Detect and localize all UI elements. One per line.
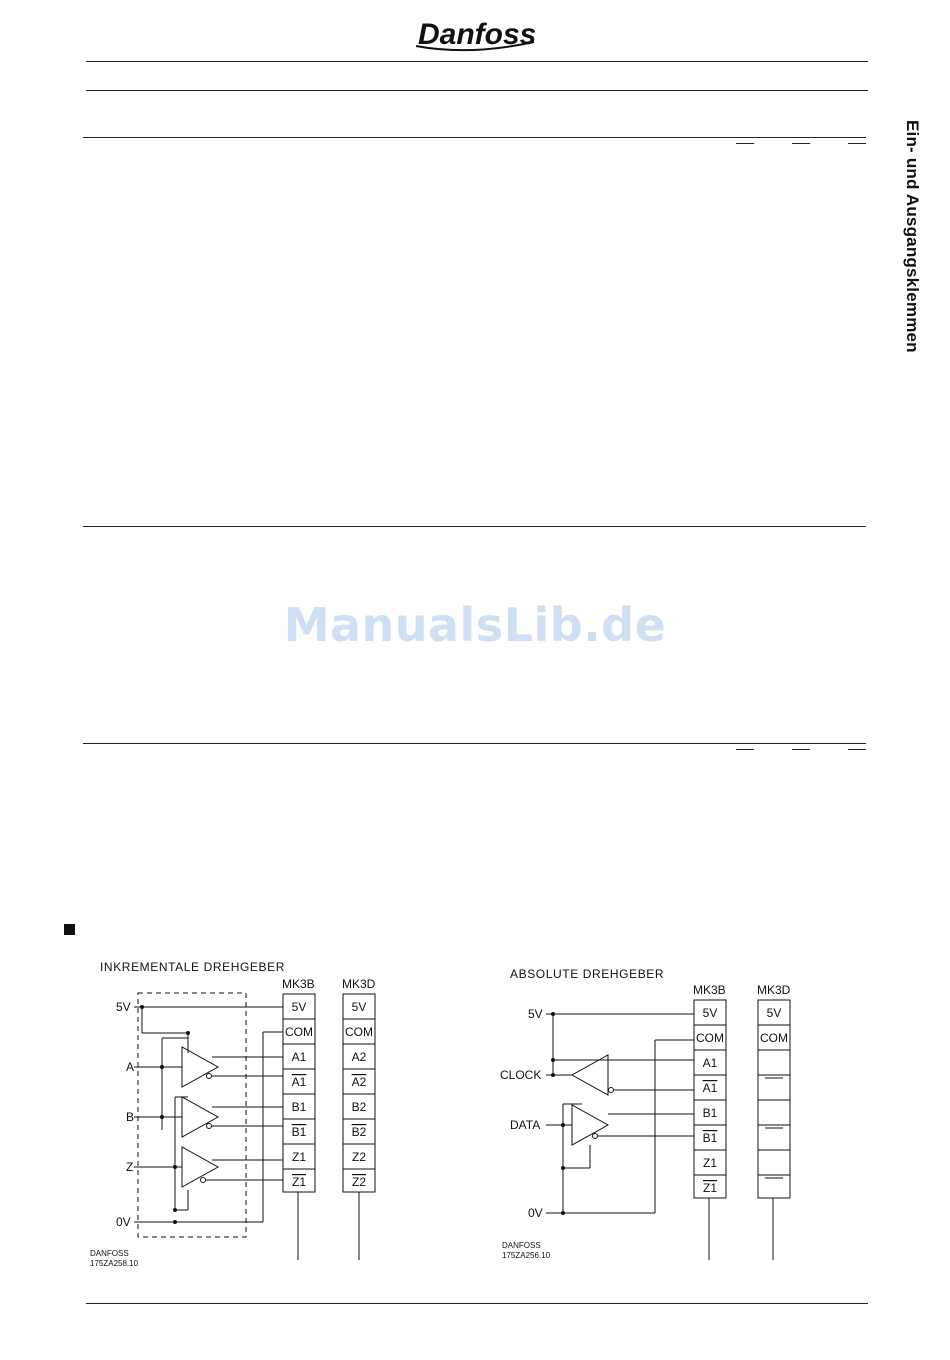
- mk3d-terminal: 5V: [351, 1000, 367, 1014]
- incremental-title: INKREMENTALE DREHGEBER: [100, 960, 286, 974]
- mk3d-terminal: COM: [345, 1025, 373, 1039]
- section-side-title: Ein- und Ausgangsklemmen: [903, 120, 922, 353]
- mk3b-terminal: 5V: [291, 1000, 307, 1014]
- mk3b-terminal: Z1: [291, 1150, 307, 1164]
- abs-mk3d-terminal: COM: [760, 1031, 788, 1045]
- incremental-ref-line2: 175ZA258.10: [90, 1259, 139, 1268]
- absolute-ref-line2: 175ZA256.10: [502, 1251, 551, 1260]
- abs-input-label-data: DATA: [510, 1118, 541, 1132]
- absolute-mk3b-header: MK3B: [693, 983, 726, 997]
- mk3b-terminal: Z1: [291, 1175, 307, 1189]
- mk3d-terminal: B2: [351, 1100, 367, 1114]
- abs-mk3b-terminal: Z1: [702, 1181, 718, 1195]
- absolute-title: ABSOLUTE DREHGEBER: [510, 967, 665, 981]
- abs-input-label-0v: 0V: [528, 1206, 543, 1220]
- abs-input-label-5v: 5V: [528, 1007, 543, 1021]
- watermark: ManualsLib.de: [283, 598, 667, 652]
- mk3d-terminal: Z2: [351, 1150, 367, 1164]
- abs-mk3d-terminal-block: [758, 1000, 790, 1198]
- incremental-mk3b-header: MK3B: [282, 977, 315, 991]
- absolute-ref-line1: DANFOSS: [502, 1241, 541, 1250]
- buffer-z: [182, 1147, 218, 1187]
- mk3b-terminal: COM: [285, 1025, 313, 1039]
- mk3d-terminal: A2: [351, 1075, 367, 1089]
- abs-mk3b-terminal: A1: [702, 1081, 718, 1095]
- buffer-a: [182, 1047, 218, 1087]
- encoder-boundary: [138, 993, 246, 1237]
- abs-input-label-clock: CLOCK: [500, 1068, 542, 1082]
- mk3b-terminal: B1: [291, 1125, 307, 1139]
- abs-mk3b-terminal: B1: [702, 1106, 718, 1120]
- input-label-5v: 5V: [116, 1000, 131, 1014]
- clock-buffer: [572, 1055, 608, 1095]
- mk3b-terminal: A1: [291, 1050, 307, 1064]
- abs-mk3b-terminal: Z1: [702, 1156, 718, 1170]
- abs-mk3b-terminal: 5V: [702, 1006, 718, 1020]
- input-label-a: A: [126, 1060, 135, 1074]
- input-label-0v: 0V: [116, 1215, 131, 1229]
- input-label-b: B: [126, 1110, 135, 1124]
- mk3d-terminal: A2: [351, 1050, 367, 1064]
- abs-mk3b-terminal: COM: [696, 1031, 724, 1045]
- mk3d-terminal: Z2: [351, 1175, 367, 1189]
- mk3d-terminal: B2: [351, 1125, 367, 1139]
- abs-mk3b-terminal: A1: [702, 1056, 718, 1070]
- abs-mk3d-terminal: 5V: [766, 1006, 782, 1020]
- logo-text: Danfoss: [418, 18, 537, 51]
- incremental-mk3d-header: MK3D: [342, 977, 376, 991]
- buffer-b: [182, 1097, 218, 1137]
- absolute-mk3d-header: MK3D: [757, 983, 791, 997]
- abs-mk3b-terminal: B1: [702, 1131, 718, 1145]
- data-buffer: [572, 1105, 608, 1145]
- incremental-ref-line1: DANFOSS: [90, 1249, 129, 1258]
- mk3b-terminal: A1: [291, 1075, 307, 1089]
- mk3b-terminal: B1: [291, 1100, 307, 1114]
- input-label-z: Z: [126, 1160, 134, 1174]
